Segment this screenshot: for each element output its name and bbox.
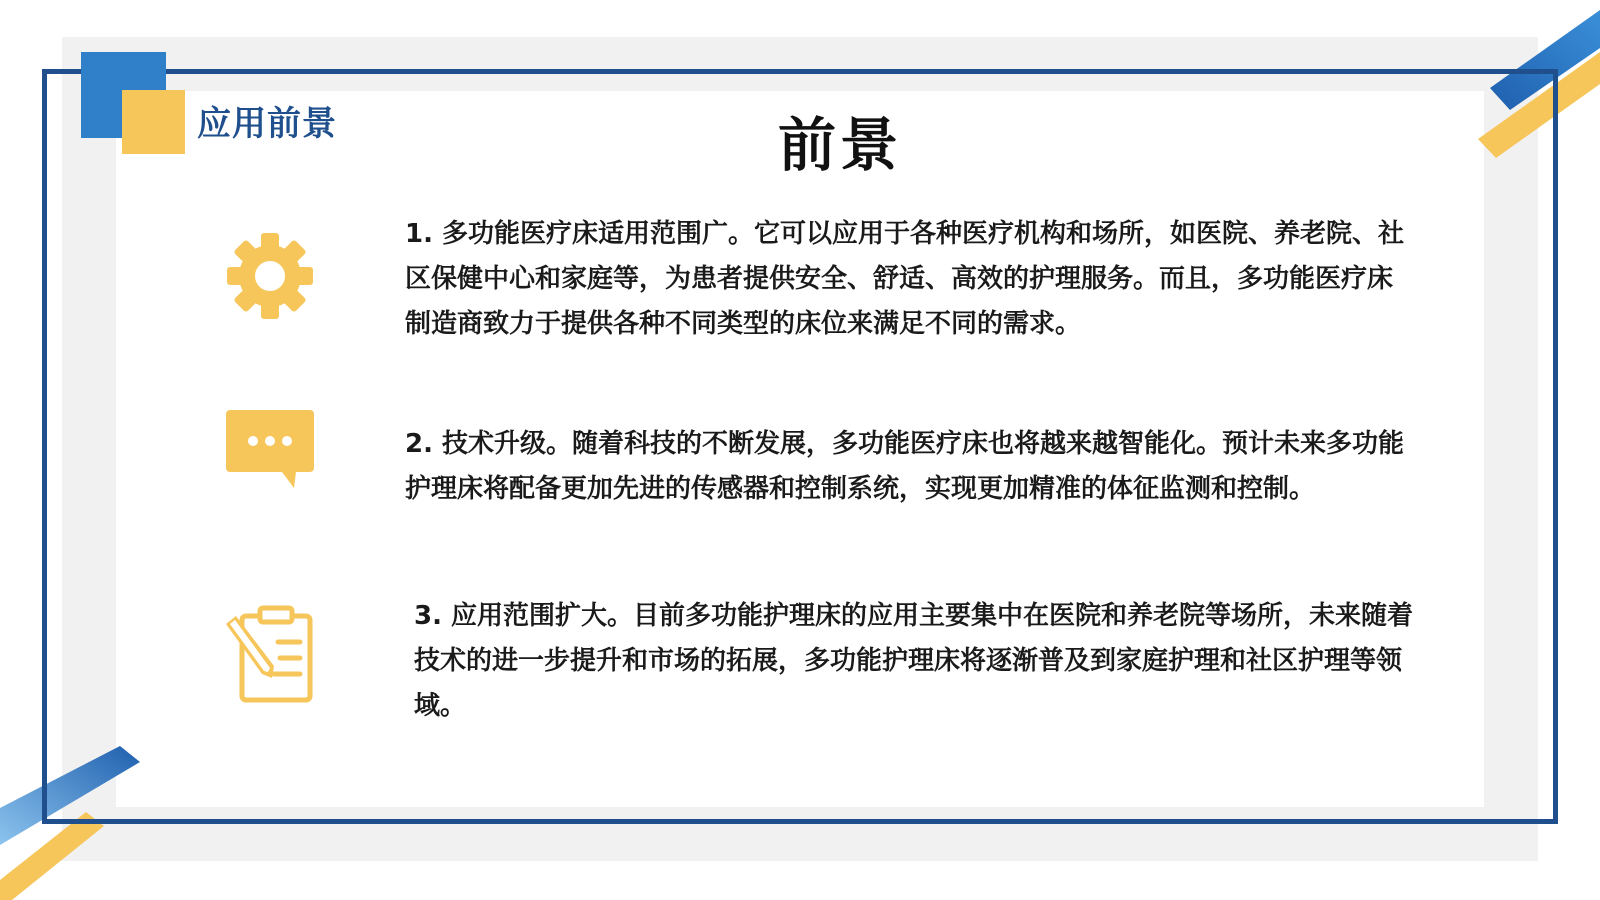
list-item-text: 1. 多功能医疗床适用范围广。它可以应用于各种医疗机构和场所，如医院、养老院、社区保健中心和家庭等，为患者提供安全、舒适、高效的护理服务。而且，多功能医疗床制造商致力于提供各种不同类型的床位来满足不同的需求。: [405, 219, 1405, 339]
gear-icon: [226, 232, 314, 320]
list-item-text: 2. 技术升级。随着科技的不断发展，多功能医疗床也将越来越智能化。预计未来多功能护理床将配备更加先进的传感器和控制系统，实现更加精准的体征监测和控制。: [405, 429, 1405, 504]
chat-bubble-icon: [226, 410, 314, 490]
section-label: 应用前景: [197, 104, 337, 144]
page-title: 前景: [777, 111, 902, 179]
list-item-text: 3. 应用范围扩大。目前多功能护理床的应用主要集中在医院和养老院等场所，未来随着技术的进一步提升和市场的拓展，多功能护理床将逐渐普及到家庭护理和社区护理等领域。: [414, 601, 1414, 721]
clipboard-edit-icon: [222, 604, 318, 704]
